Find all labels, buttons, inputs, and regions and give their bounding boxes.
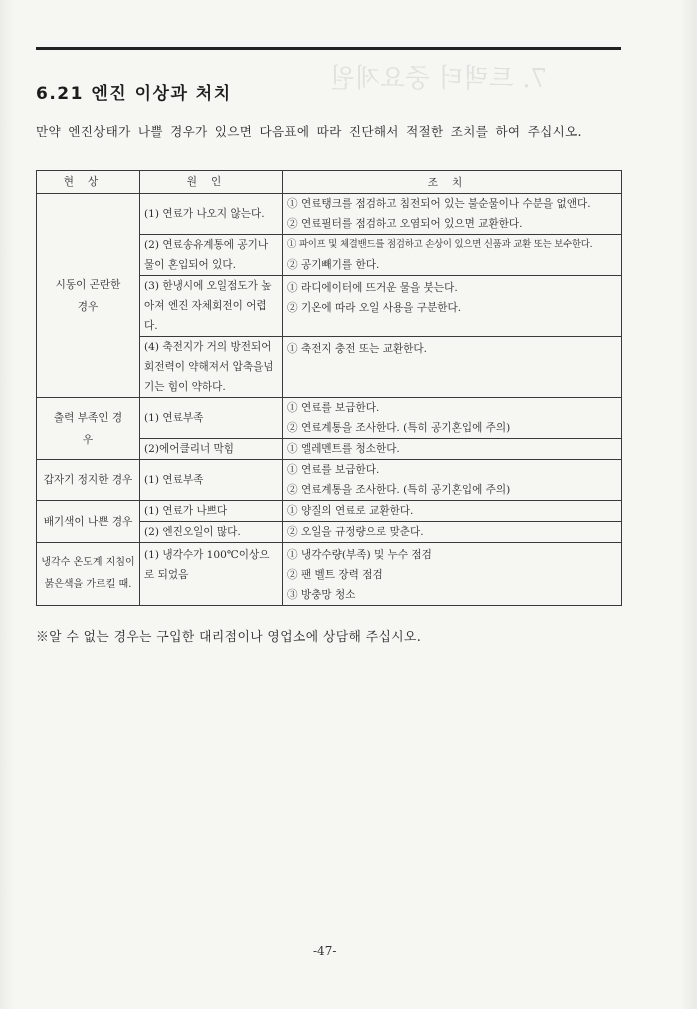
action-line: ② 오일을 규정량으로 맞춘다.	[287, 526, 424, 538]
action-line: ① 연료를 보급한다.	[287, 402, 380, 414]
action-cell	[283, 276, 622, 337]
action-line: ② 연료필터를 점검하고 오염되어 있으면 교환한다.	[287, 218, 523, 230]
action-line: ② 공기빼기를 한다.	[287, 259, 380, 271]
symptom-cell: 배기색이 나쁜 경우	[37, 501, 140, 543]
action-line: ② 연료계통을 조사한다. (특히 공기혼입에 주의)	[287, 484, 511, 496]
table-row	[37, 398, 622, 439]
action-cell	[283, 439, 622, 460]
cause-cell: (1) 냉각수가 100℃이상으로 되었음	[140, 543, 283, 606]
header-action: 조치	[283, 171, 622, 194]
action-line: ② 팬 벨트 장력 점검	[287, 569, 383, 581]
table-row	[37, 501, 622, 522]
troubleshooting-table	[36, 170, 622, 606]
cause-cell: (2)에어클리너 막힘	[140, 439, 283, 460]
action-cell	[283, 235, 622, 276]
action-cell	[283, 522, 622, 543]
action-line: ① 파이프 및 체결밴드를 점검하고 손상이 있으면 신품과 교환 또는 보수한다.	[287, 239, 593, 250]
action-line: ① 연료를 보급한다.	[287, 464, 380, 476]
table-header-row	[37, 171, 622, 194]
section-title: 6.21 엔진 이상과 처치	[36, 84, 232, 104]
cause-cell: (3) 한냉시에 오일점도가 높아져 엔진 자체회전이 어렵다.	[140, 276, 283, 337]
symptom-cell: 출력 부족인 경우	[37, 398, 140, 460]
cause-cell: (1) 연료가 나쁘다	[140, 501, 283, 522]
header-symptom: 현상	[37, 171, 140, 194]
action-line: ① 축전지 충전 또는 교환한다.	[287, 343, 427, 355]
action-line: ① 양질의 연료로 교환한다.	[287, 505, 414, 517]
cause-cell: (1) 연료가 나오지 않는다.	[140, 194, 283, 235]
table-row	[37, 543, 622, 606]
cause-cell: (4) 축전지가 거의 방전되어 회전력이 약해져서 압축을넘기는 힘이 약하다.	[140, 337, 283, 398]
action-line: ② 연료계통을 조사한다. (특히 공기혼입에 주의)	[287, 422, 511, 434]
action-cell	[283, 460, 622, 501]
page-number: -47-	[313, 944, 337, 958]
action-line: ② 기온에 따라 오일 사용을 구분한다.	[287, 302, 462, 314]
cause-cell: (2) 엔진오일이 많다.	[140, 522, 283, 543]
action-cell	[283, 501, 622, 522]
symptom-cell: 시동이 곤란한 경우	[37, 194, 140, 398]
footnote: ※알 수 없는 경우는 구입한 대리점이나 영업소에 상담해 주십시오.	[36, 630, 422, 645]
symptom-cell: 갑자기 정지한 경우	[37, 460, 140, 501]
cause-cell: (2) 연료송유계통에 공기나 물이 혼입되어 있다.	[140, 235, 283, 276]
action-line: ① 엘레멘트를 청소한다.	[287, 443, 400, 455]
action-line: ① 라디에이터에 뜨거운 물을 붓는다.	[287, 282, 458, 294]
action-cell	[283, 194, 622, 235]
action-cell	[283, 543, 622, 606]
intro-paragraph: 만약 엔진상태가 나쁠 경우가 있으면 다음표에 따라 진단해서 적절한 조치를 하여 주십시오.	[36, 124, 582, 139]
table-row	[37, 460, 622, 501]
action-line: ① 냉각수량(부족) 및 누수 점검	[287, 549, 432, 561]
cause-cell: (1) 연료부족	[140, 460, 283, 501]
symptom-cell: 냉각수 온도계 지침이 붉은색을 가르킬 때.	[37, 543, 140, 606]
header-cause: 원인	[140, 171, 283, 194]
action-line: ③ 방충망 청소	[287, 589, 356, 601]
action-cell	[283, 398, 622, 439]
bleed-through-heading: 7. 트랙터 중요제원	[330, 64, 548, 94]
header-rule	[36, 47, 621, 50]
action-line: ① 연료탱크를 점검하고 침전되어 있는 불순물이나 수분을 없앤다.	[287, 198, 591, 210]
action-cell	[283, 337, 622, 398]
table-row	[37, 194, 622, 235]
cause-cell: (1) 연료부족	[140, 398, 283, 439]
